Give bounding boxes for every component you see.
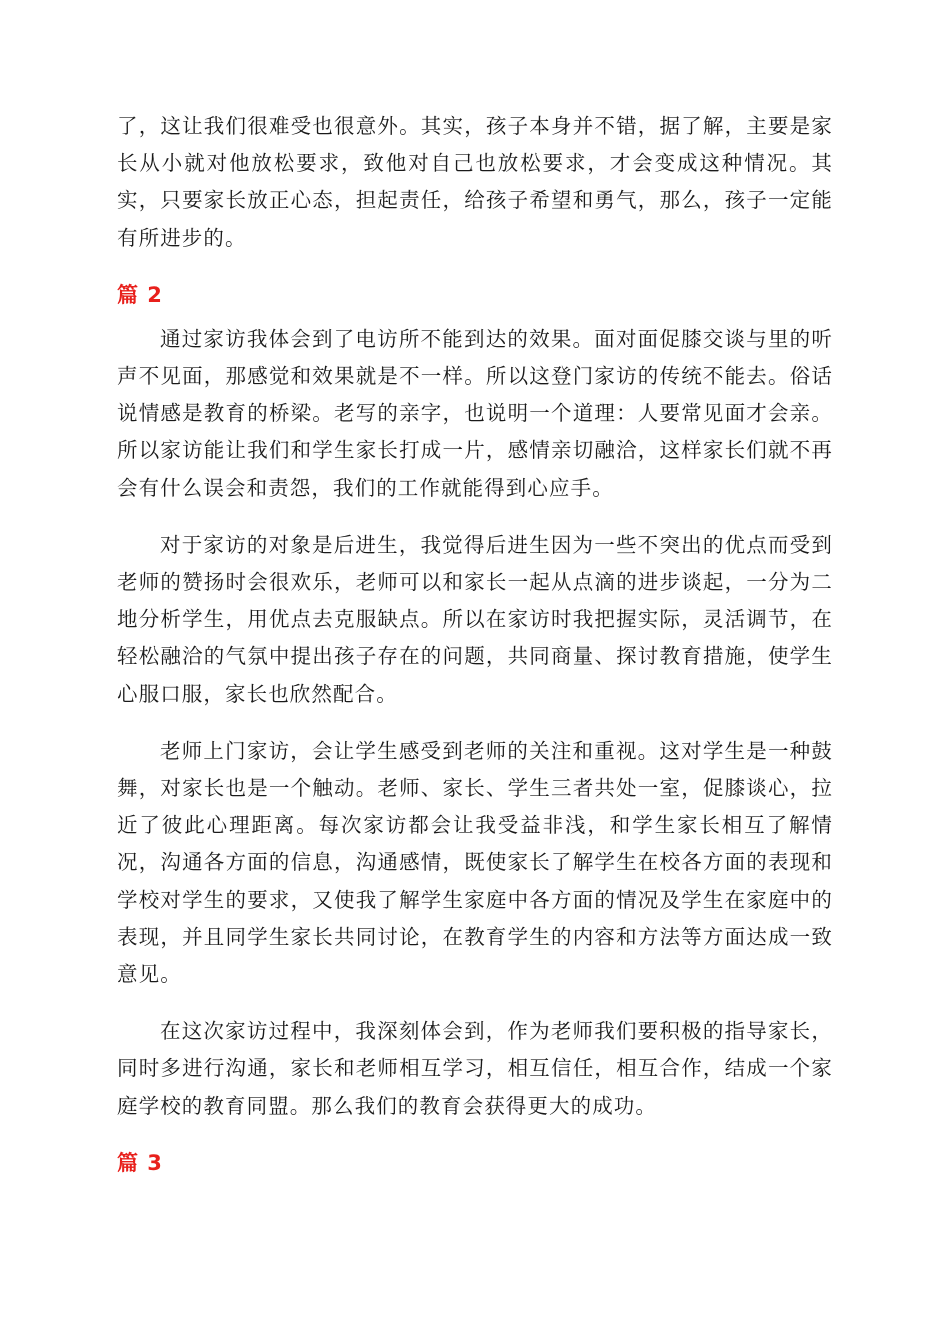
paragraph-reflection: 在这次家访过程中，我深刻体会到，作为老师我们要积极的指导家长，同时多进行沟通，家长和老师相互学习，相互信任，相互合作，结成一个家庭学校的教育同盟。那么我们的教育会获得更大的成功。 bbox=[117, 1019, 833, 1118]
document-body bbox=[117, 108, 833, 1182]
section-heading-2: 篇 2 bbox=[117, 282, 163, 307]
paragraph-continuation: 了，这让我们很难受也很意外。其实，孩子本身并不错，据了解，主要是家长从小就对他放松要求，致他对自己也放松要求，才会变成这种情况。其实，只要家长放正心态，担起责任，给孩子希望和勇气，那么，孩子一定能有所进步的。 bbox=[117, 114, 833, 250]
paragraph-home-visit-effect: 通过家访我体会到了电访所不能到达的效果。面对面促膝交谈与里的听声不见面，那感觉和效果就是不一样。所以这登门家访的传统不能去。俗话说情感是教育的桥梁。老写的亲字，也说明一个道理：人要常见面才会亲。所以家访能让我们和学生家长打成一片，感情亲切融洽，这样家长们就不再会有什么误会和责怨，我们的工作就能得到心应手。 bbox=[117, 326, 833, 500]
paragraph-teacher-visit: 老师上门家访，会让学生感受到老师的关注和重视。这对学生是一种鼓舞，对家长也是一个触动。老师、家长、学生三者共处一室，促膝谈心，拉近了彼此心理距离。每次家访都会让我受益非浅，和学生家长相互了解情况，沟通各方面的信息，沟通感情，既使家长了解学生在校各方面的表现和学校对学生的要求，又使我了解学生家庭中各方面的情况及学生在家庭中的表现，并且同学生家长共同讨论，在教育学生的内容和方法等方面达成一致意见。 bbox=[117, 738, 833, 987]
section-heading-3: 篇 3 bbox=[117, 1150, 163, 1175]
paragraph-underachiever-visit: 对于家访的对象是后进生，我觉得后进生因为一些不突出的优点而受到老师的赞扬时会很欢乐，老师可以和家长一起从点滴的进步谈起，一分为二地分析学生，用优点去克服缺点。所以在家访时我把握实际，灵活调节，在轻松融洽的气氛中提出孩子存在的问题，共同商量、探讨教育措施，使学生心服口服，家长也欣然配合。 bbox=[117, 532, 833, 706]
